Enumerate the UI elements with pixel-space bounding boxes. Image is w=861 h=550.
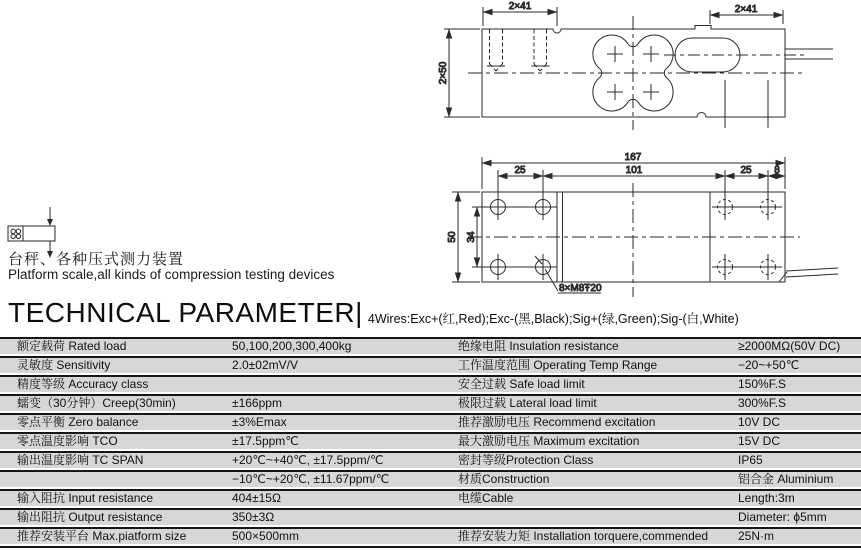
param-label: 灵敏度 Sensitivity: [17, 358, 111, 372]
table-row: [0, 491, 861, 510]
param-label: 推荐安装力矩 Installation torquere,commended: [458, 529, 709, 543]
param-label: 推荐安装平台 Max.piatform size: [17, 529, 187, 543]
param-label: 安全过载 Safe load limit: [458, 377, 585, 391]
table-row: [0, 434, 861, 453]
dim-label-left-pitch: 25: [514, 165, 526, 176]
param-label: 蠕变（30分钟）Creep(30min): [17, 396, 176, 410]
param-value: 300%F.S: [738, 396, 787, 410]
dim-label-side-left: 2×41: [508, 1, 532, 12]
param-value: 铝合金 Aluminium: [738, 472, 834, 486]
dim-label-hole-rows: 34: [466, 231, 477, 243]
param-value: 10V DC: [738, 415, 781, 429]
param-label: 精度等级 Accuracy class: [17, 377, 149, 391]
param-label: 零点平衡 Zero balance: [17, 415, 139, 429]
param-value: IP65: [738, 453, 763, 467]
param-value: ≥2000MΩ(50V DC): [738, 339, 841, 353]
param-label: 输入阻抗 Input resistance: [17, 491, 154, 505]
param-label: 推荐激励电压 Recommend excitation: [458, 415, 656, 429]
param-value: ±17.5ppm℃: [232, 434, 299, 448]
param-value: ±3%Emax: [232, 415, 287, 429]
top-view-drawing: [447, 152, 838, 297]
table-row: [0, 377, 861, 396]
param-label: 密封等级Protection Class: [458, 453, 594, 467]
param-value: +20℃~+40℃, ±17.5ppm/℃: [232, 453, 384, 467]
dim-label-total-length: 167: [624, 152, 642, 163]
application-caption-en: Platform scale,all kinds of compression testing devices: [8, 267, 335, 282]
param-label: 额定载荷 Rated load: [17, 339, 127, 353]
param-label: 绝缘电阻 Insulation resistance: [458, 339, 619, 353]
param-value: −20~+50℃: [738, 358, 800, 372]
parameter-table: [0, 337, 861, 548]
wiring-note: 4Wires:Exc+(红,Red);Exc-(黑,Black);Sig+(绿,Green);Sig-(白,White): [367, 312, 739, 326]
table-row: [0, 510, 861, 529]
down-arrow-icon: [47, 219, 53, 226]
table-row: [0, 453, 861, 472]
param-value: 15V DC: [738, 434, 781, 448]
table-row: [0, 339, 861, 358]
param-value: 350±3Ω: [232, 510, 275, 524]
dim-label-side-height: 2×50: [438, 61, 449, 85]
param-value: Diameter: ϕ5mm: [738, 510, 827, 524]
param-label: 最大激励电压 Maximum excitation: [458, 434, 640, 448]
table-row: [0, 529, 861, 548]
param-label: 零点温度影响 TCO: [17, 434, 118, 448]
param-label: 工作温度范围 Operating Temp Range: [458, 358, 658, 372]
param-label: 输出温度影响 TC SPAN: [17, 453, 144, 467]
param-label: [0, 472, 232, 491]
dim-label-right-pitch: 25: [740, 165, 752, 176]
table-row: [0, 415, 861, 434]
param-value: 500×500mm: [232, 529, 300, 543]
dim-label-mid-span: 101: [625, 165, 643, 176]
param-label: 电缆Cable: [458, 491, 514, 505]
dim-label-side-right: 2×41: [734, 4, 758, 15]
param-value: [232, 377, 430, 396]
thread-note-label: 8×M8Ŧ20: [559, 283, 602, 294]
dim-label-width: 50: [447, 231, 458, 243]
param-label: 极限过载 Lateral load limit: [458, 396, 597, 410]
param-value: 25N·m: [738, 529, 775, 543]
table-row: [0, 472, 861, 491]
param-label: 材质Construction: [458, 472, 550, 486]
dim-label-right-edge: 8: [774, 165, 780, 176]
param-value: 150%F.S: [738, 377, 787, 391]
table-row: [0, 358, 861, 377]
param-value: 404±15Ω: [232, 491, 281, 505]
param-label: [430, 510, 738, 529]
table-row: [0, 396, 861, 415]
param-value: −10℃~+20℃, ±11.67ppm/℃: [232, 472, 390, 486]
param-value: 2.0±02mV/V: [232, 358, 298, 372]
param-value: Length:3m: [738, 491, 795, 505]
title-row: [8, 296, 739, 330]
param-label: 输出阻抗 Output resistance: [17, 510, 163, 524]
page-title: TECHNICAL PARAMETER|: [8, 297, 363, 328]
param-value: ±166ppm: [232, 396, 282, 410]
side-view-drawing: [438, 1, 833, 130]
application-caption-zh: 台秤、各种压式测力装置: [8, 251, 185, 268]
param-value: 50,100,200,300,400kg: [232, 339, 352, 353]
